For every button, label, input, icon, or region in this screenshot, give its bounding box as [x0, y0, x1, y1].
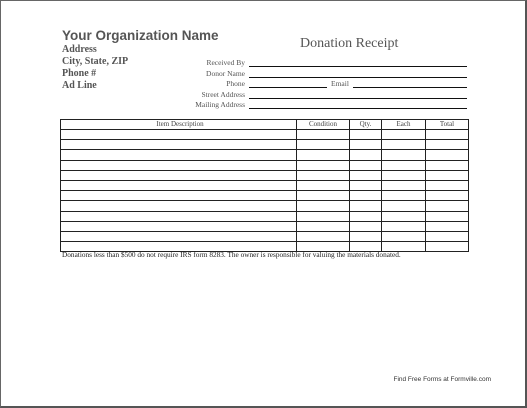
table-row: [61, 221, 469, 231]
cell-description[interactable]: [61, 191, 297, 201]
mailing-address-field[interactable]: [249, 108, 467, 109]
email-label: Email: [331, 79, 349, 88]
cell-each[interactable]: [382, 180, 426, 190]
cell-condition[interactable]: [297, 201, 350, 211]
cell-description[interactable]: [61, 180, 297, 190]
email-field[interactable]: [353, 87, 467, 88]
table-row: [61, 191, 469, 201]
mailing-address-label: Mailing Address: [195, 100, 245, 109]
header-total: Total: [426, 120, 469, 130]
cell-description[interactable]: [61, 150, 297, 160]
cell-condition[interactable]: [297, 160, 350, 170]
phone-label: Phone: [226, 79, 245, 88]
cell-total[interactable]: [426, 130, 469, 140]
street-address-field[interactable]: [249, 98, 467, 99]
cell-each[interactable]: [382, 160, 426, 170]
cell-each[interactable]: [382, 191, 426, 201]
cell-total[interactable]: [426, 242, 469, 252]
cell-condition[interactable]: [297, 170, 350, 180]
cell-qty[interactable]: [350, 191, 382, 201]
cell-description[interactable]: [61, 201, 297, 211]
cell-condition[interactable]: [297, 211, 350, 221]
cell-total[interactable]: [426, 221, 469, 231]
organization-city-state-zip: City, State, ZIP: [62, 56, 129, 67]
cell-each[interactable]: [382, 221, 426, 231]
cell-each[interactable]: [382, 140, 426, 150]
table-row: [61, 150, 469, 160]
cell-total[interactable]: [426, 140, 469, 150]
header-item-description: Item Description: [61, 120, 297, 130]
received-by-field[interactable]: [249, 66, 467, 67]
cell-qty[interactable]: [350, 211, 382, 221]
cell-total[interactable]: [426, 191, 469, 201]
cell-each[interactable]: [382, 201, 426, 211]
cell-total[interactable]: [426, 211, 469, 221]
cell-description[interactable]: [61, 140, 297, 150]
cell-description[interactable]: [61, 221, 297, 231]
header-condition: Condition: [297, 120, 350, 130]
table-row: [61, 180, 469, 190]
cell-description[interactable]: [61, 231, 297, 241]
cell-condition[interactable]: [297, 231, 350, 241]
cell-total[interactable]: [426, 180, 469, 190]
cell-qty[interactable]: [350, 160, 382, 170]
header-qty: Qty.: [350, 120, 382, 130]
cell-qty[interactable]: [350, 170, 382, 180]
cell-total[interactable]: [426, 160, 469, 170]
cell-qty[interactable]: [350, 140, 382, 150]
table-row: [61, 211, 469, 221]
irs-note: Donations less than $500 do not require IRS form 8283. The owner is responsible for valuing the materials donated.: [62, 250, 401, 259]
cell-each[interactable]: [382, 170, 426, 180]
cell-condition[interactable]: [297, 140, 350, 150]
cell-condition[interactable]: [297, 221, 350, 231]
table-row: [61, 201, 469, 211]
cell-description[interactable]: [61, 170, 297, 180]
cell-each[interactable]: [382, 130, 426, 140]
cell-qty[interactable]: [350, 130, 382, 140]
cell-total[interactable]: [426, 170, 469, 180]
cell-total[interactable]: [426, 150, 469, 160]
items-table-body: [61, 130, 469, 252]
received-by-label: Received By: [206, 58, 245, 67]
cell-each[interactable]: [382, 231, 426, 241]
cell-qty[interactable]: [350, 150, 382, 160]
table-row: [61, 231, 469, 241]
receipt-title: Donation Receipt: [300, 36, 399, 51]
phone-field[interactable]: [249, 87, 327, 88]
cell-condition[interactable]: [297, 191, 350, 201]
cell-each[interactable]: [382, 211, 426, 221]
cell-each[interactable]: [382, 150, 426, 160]
header-each: Each: [382, 120, 426, 130]
cell-condition[interactable]: [297, 130, 350, 140]
table-row: [61, 130, 469, 140]
cell-qty[interactable]: [350, 221, 382, 231]
donor-name-field[interactable]: [249, 77, 467, 78]
cell-description[interactable]: [61, 211, 297, 221]
street-address-label: Street Address: [201, 90, 245, 99]
cell-qty[interactable]: [350, 231, 382, 241]
organization-name: Your Organization Name: [62, 28, 219, 43]
table-row: [61, 140, 469, 150]
cell-condition[interactable]: [297, 180, 350, 190]
table-row: [61, 160, 469, 170]
organization-phone: Phone #: [62, 68, 97, 79]
items-table-header: [61, 120, 469, 130]
cell-description[interactable]: [61, 160, 297, 170]
cell-description[interactable]: [61, 130, 297, 140]
donor-name-label: Donor Name: [206, 69, 245, 78]
table-row: [61, 170, 469, 180]
cell-total[interactable]: [426, 231, 469, 241]
cell-total[interactable]: [426, 201, 469, 211]
cell-qty[interactable]: [350, 201, 382, 211]
items-table: [60, 119, 469, 252]
organization-ad-line: Ad Line: [62, 80, 97, 91]
organization-address: Address: [62, 44, 97, 55]
cell-condition[interactable]: [297, 150, 350, 160]
footer-link[interactable]: Find Free Forms at Formville.com: [393, 376, 491, 383]
cell-qty[interactable]: [350, 180, 382, 190]
